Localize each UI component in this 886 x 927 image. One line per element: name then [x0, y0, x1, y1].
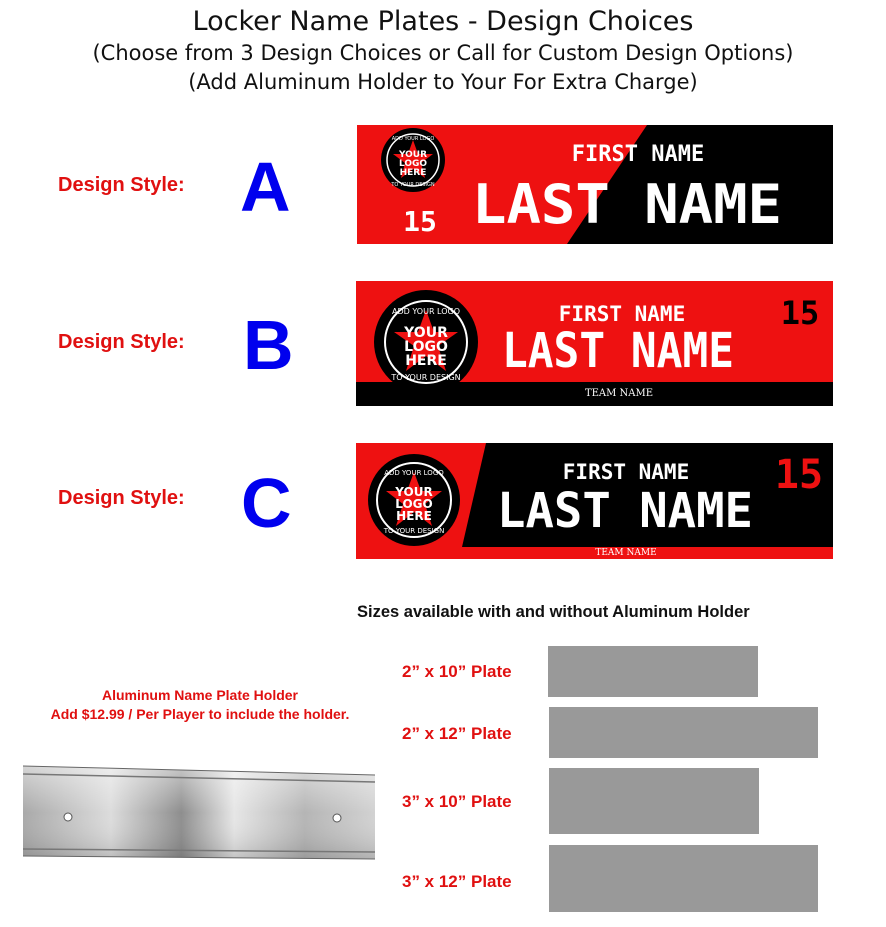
design-c-plate[interactable] — [356, 443, 833, 559]
size-label-3x12: 3” x 12” Plate — [402, 872, 512, 891]
number-text: 15 — [403, 205, 437, 238]
holder-subtitle: Add $12.99 / Per Player to include the holder. — [50, 706, 350, 722]
logo-bottom-arc: TO YOUR DESIGN — [391, 182, 435, 188]
size-swatch-3x10[interactable] — [549, 768, 759, 834]
svg-text:YOUR: YOUR — [395, 485, 433, 499]
svg-text:HERE: HERE — [396, 509, 432, 523]
size-label-3x10: 3” x 10” Plate — [402, 792, 512, 811]
team-name-text: TEAM NAME — [584, 388, 654, 399]
page-subtitle-1: (Choose from 3 Design Choices or Call for Custom Design Options) — [92, 41, 794, 65]
design-b-label: Design Style: — [58, 331, 185, 353]
logo-top-arc: ADD YOUR LOGO — [391, 136, 435, 142]
first-name-text: FIRST NAME — [562, 460, 690, 484]
svg-text:TO YOUR DESIGN: TO YOUR DESIGN — [383, 527, 445, 535]
page-title: Locker Name Plates - Design Choices — [192, 6, 694, 37]
number-text: 15 — [780, 294, 820, 332]
team-name-text: TEAM NAME — [595, 548, 657, 558]
last-name-text: LAST NAME — [497, 483, 753, 539]
first-name-text: FIRST NAME — [558, 302, 686, 326]
size-label-2x12: 2” x 12” Plate — [402, 724, 512, 743]
page-subtitle-2: (Add Aluminum Holder to Your For Extra Charge) — [188, 70, 698, 94]
holder-title: Aluminum Name Plate Holder — [101, 687, 299, 703]
svg-text:TO YOUR DESIGN: TO YOUR DESIGN — [391, 373, 461, 382]
size-swatch-3x12[interactable] — [549, 845, 818, 912]
size-label-2x10: 2” x 10” Plate — [402, 662, 512, 681]
logo-badge-b — [374, 290, 478, 394]
last-name-text: LAST NAME — [502, 323, 734, 379]
svg-text:ADD YOUR LOGO: ADD YOUR LOGO — [391, 307, 461, 316]
logo-badge-c — [368, 454, 460, 546]
design-a-plate[interactable] — [357, 125, 833, 244]
svg-text:HERE: HERE — [405, 353, 447, 369]
design-b-letter: B — [243, 306, 294, 384]
svg-text:YOUR: YOUR — [404, 325, 448, 341]
svg-text:LOGO: LOGO — [395, 497, 433, 511]
svg-text:LOGO: LOGO — [404, 339, 448, 355]
design-b-plate[interactable] — [356, 281, 833, 406]
size-swatch-2x12[interactable] — [549, 707, 818, 758]
sizes-title: Sizes available with and without Aluminum Holder — [357, 603, 750, 621]
logo-line1: YOUR — [398, 150, 428, 160]
last-name-text: LAST NAME — [472, 173, 782, 236]
design-a-letter: A — [240, 148, 291, 226]
first-name-text: FIRST NAME — [571, 142, 705, 167]
design-c-label: Design Style: — [58, 487, 185, 509]
design-a-label: Design Style: — [58, 174, 185, 196]
logo-line3: HERE — [399, 168, 427, 178]
logo-badge-a — [381, 128, 445, 192]
number-text: 15 — [774, 452, 824, 498]
logo-line2: LOGO — [398, 159, 428, 169]
design-c-letter: C — [241, 464, 292, 542]
aluminum-holder-image — [23, 763, 375, 863]
svg-text:ADD YOUR LOGO: ADD YOUR LOGO — [384, 469, 444, 477]
size-swatch-2x10[interactable] — [548, 646, 758, 697]
